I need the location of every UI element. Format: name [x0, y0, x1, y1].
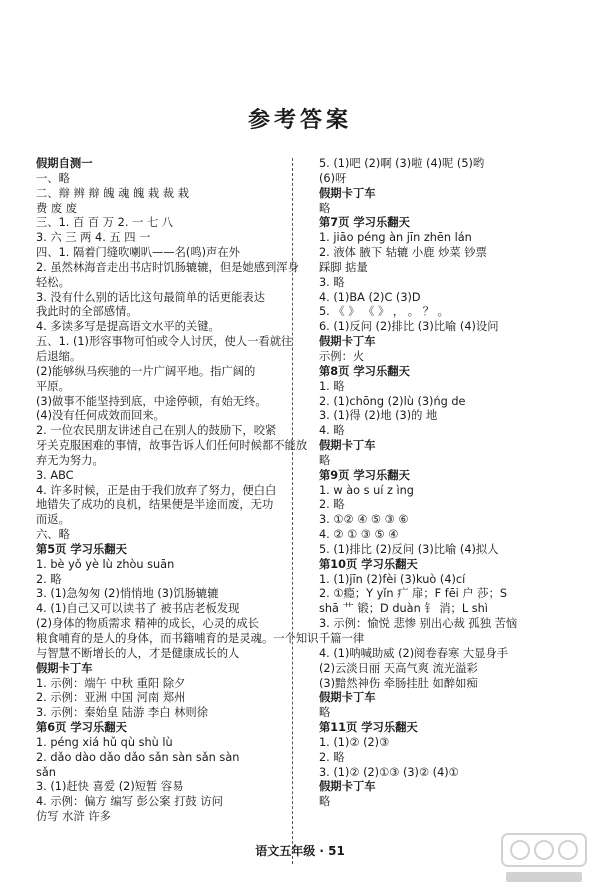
answer-line: shā 艹 锻；D duàn 钅 消；L shì: [319, 602, 488, 616]
answer-line: 1. péng xiá hǔ qù shù lù: [36, 735, 173, 749]
answer-line: 3. (1)② (2)①③ (3)② (4)①: [319, 765, 459, 779]
answer-line: 粮食哺育的是人的身体，而书籍哺育的是灵魂。一个知识: [36, 632, 319, 645]
answer-line: 6. (1)反问 (2)排比 (3)比喻 (4)设问: [319, 320, 499, 334]
page-footer: 语文五年级 · 51: [255, 844, 345, 858]
section-heading: 第8页 学习乐翻天: [319, 364, 410, 378]
answer-line: 3. 示例：秦始皇 陆游 李白 林则徐: [36, 706, 209, 720]
answer-line: 2. ①瘾；Y yǐn 疒 扉；F fēi 户 莎；S: [319, 587, 508, 601]
answer-line: 4. 略: [319, 424, 345, 438]
section-heading: 假期卡丁车: [319, 780, 376, 794]
answer-column-left: [36, 157, 319, 825]
section-heading: 假期卡丁车: [319, 335, 376, 349]
section-heading: 第9页 学习乐翻天: [319, 468, 410, 482]
answer-line: (6)呀: [319, 171, 347, 185]
answer-line: 5. 《 》 《 》 ， 。 ？ 。: [319, 305, 449, 319]
answer-line: 示例：火: [319, 349, 365, 363]
answer-line: 3. 略: [319, 275, 345, 289]
answer-line: 二、辩 辨 辩 魄 魂 魄 栽 裁 栽: [36, 186, 189, 200]
answer-line: 3. (1)得 (2)地 (3)的 地: [319, 409, 438, 423]
answer-line: 1. (1)② (2)③: [319, 735, 390, 749]
answer-line: 4. (1)BA (2)C (3)D: [319, 290, 421, 304]
answer-line: 1. bè yǒ yè lù zhòu suān: [36, 557, 175, 571]
answer-line: 3. (1)急匆匆 (2)悄悄地 (3)饥肠辘辘: [36, 587, 219, 601]
answer-line: 1. jiāo péng àn jīn zhēn lán: [319, 231, 472, 245]
answer-line: 2. 一位农民朋友讲述自己在别人的鼓励下，咬紧: [36, 424, 277, 438]
answer-line: 地错失了成功的良机，结果便是半途而废，无功: [36, 498, 274, 512]
answer-line: 五、1. (1)形容事物可怕或令人讨厌，使人一看就往: [36, 335, 293, 349]
answer-line: 轻松。: [36, 275, 70, 289]
answer-line: 4. ② ① ③ ⑤ ④: [319, 528, 399, 542]
section-heading: 假期卡丁车: [319, 186, 376, 200]
answer-line: 一、略: [36, 171, 70, 185]
answer-line: 3. (1)赶快 喜爱 (2)短暂 容易: [36, 780, 184, 794]
answer-line: 1. 略: [319, 379, 345, 393]
answer-line: 千篇一律: [319, 632, 365, 645]
answer-line: 3. ABC: [36, 468, 74, 482]
section-heading: 第11页 学习乐翻天: [319, 721, 418, 735]
answer-line: 3. 没有什么别的话比这句最简单的话更能表达: [36, 290, 266, 304]
answer-line: (4)没有任何成效而回来。: [36, 409, 165, 423]
answer-column-right: [319, 157, 569, 810]
answer-line: (3)黯然神伤 牵肠挂肚 如醉如痴: [319, 676, 478, 690]
answer-line: 2. (1)chōng (2)lù (3)ńg de: [319, 394, 466, 408]
answer-line: 2. 示例：亚洲 中国 河南 郑州: [36, 691, 186, 705]
answer-line: 5. (1)排比 (2)反问 (3)比喻 (4)拟人: [319, 542, 499, 556]
answer-line: 三、1. 百 百 万 2. 一 七 八: [36, 216, 174, 230]
answer-line: 2. 略: [319, 750, 345, 764]
answer-line: 4. 多读多写是提高语文水平的关键。: [36, 320, 220, 334]
answer-line: 4. (1)呐喊助威 (2)阅卷春寒 大显身手: [319, 646, 509, 660]
answer-line: 4. 示例：偏方 编写 彭公案 打鼓 访问: [36, 795, 223, 809]
watermark-logo-icon: [500, 832, 588, 886]
section-heading: 第7页 学习乐翻天: [319, 216, 410, 230]
answer-line: 2. 液体 腋下 轱辘 小鹿 炒菜 钞票: [319, 246, 487, 260]
answer-line: 四、1. 隔着门缝吹喇叭——名(鸣)声在外: [36, 246, 240, 260]
answer-line: (2)身体的物质需求 精神的成长，心灵的成长: [36, 617, 259, 631]
section-heading: 第6页 学习乐翻天: [36, 721, 127, 735]
answer-line: 略: [319, 706, 331, 720]
answer-line: 1. (1)jīn (2)fèi (3)kuò (4)cí: [319, 572, 466, 586]
answer-line: 略: [319, 453, 331, 467]
answer-line: 牙关克服困难的事情，故事告诉人们任何时候都不能放: [36, 439, 308, 453]
section-heading: 假期卡丁车: [319, 439, 376, 453]
answer-line: 1. 示例：端午 中秋 重阳 除夕: [36, 676, 186, 690]
answer-line: (2)能够纵马疾驰的一片广阔平地。指广阔的: [36, 364, 256, 378]
answer-line: 弃无为努力。: [36, 453, 104, 467]
section-heading: 第5页 学习乐翻天: [36, 542, 127, 556]
answer-line: 仿写 水浒 许多: [36, 810, 111, 824]
answer-line: sǎn: [36, 765, 56, 779]
answer-line: 平原。: [36, 379, 70, 393]
answer-line: (2)云淡日丽 天高气爽 流光溢彩: [319, 661, 478, 675]
answer-line: (3)做事不能坚持到底，中途停顿，有始无终。: [36, 394, 267, 408]
answer-line: 而返。: [36, 513, 70, 527]
section-heading: 假期卡丁车: [319, 691, 376, 705]
answer-line: 略: [319, 795, 331, 809]
answer-line: 与智慧不断增长的人，才是健康成长的人: [36, 646, 240, 660]
answer-line: 2. 虽然林海音走出书店时饥肠辘辘，但是她感到浑身: [36, 260, 299, 274]
answer-line: 3. ①② ④ ⑤ ③ ⑥: [319, 513, 409, 527]
answer-line: 2. 略: [36, 572, 62, 586]
answer-line: 六、略: [36, 528, 70, 542]
answer-line: 3. 六 三 两 4. 五 四 一: [36, 231, 151, 245]
section-heading: 假期卡丁车: [36, 661, 93, 675]
answer-line: 略: [319, 201, 331, 215]
answer-line: 5. (1)吧 (2)啊 (3)啦 (4)呢 (5)哟: [319, 157, 485, 170]
page-title: 参考答案: [247, 107, 352, 133]
answer-line: 3. 示例：愉悦 悲惨 别出心裁 孤独 苦恼: [319, 617, 518, 631]
section-heading: 第10页 学习乐翻天: [319, 557, 418, 571]
answer-line: 1. w ào s uí z ìng: [319, 483, 414, 497]
answer-line: 4. 许多时候，正是由于我们放弃了努力，便白白: [36, 483, 277, 497]
section-heading: 假期自测一: [36, 157, 93, 170]
answer-line: 4. (1)自己又可以读书了 被书店老板发现: [36, 602, 240, 616]
answer-line: 后退缩。: [36, 349, 82, 363]
answer-line: 2. 略: [319, 498, 345, 512]
answer-line: 踩脚 掂量: [319, 260, 368, 274]
answer-line: 2. dǎo dào dǎo dǎo sǎn sàn sǎn sàn: [36, 750, 240, 764]
answer-line: 我此时的全部感情。: [36, 305, 138, 319]
answer-line: 费 废 废: [36, 201, 78, 215]
